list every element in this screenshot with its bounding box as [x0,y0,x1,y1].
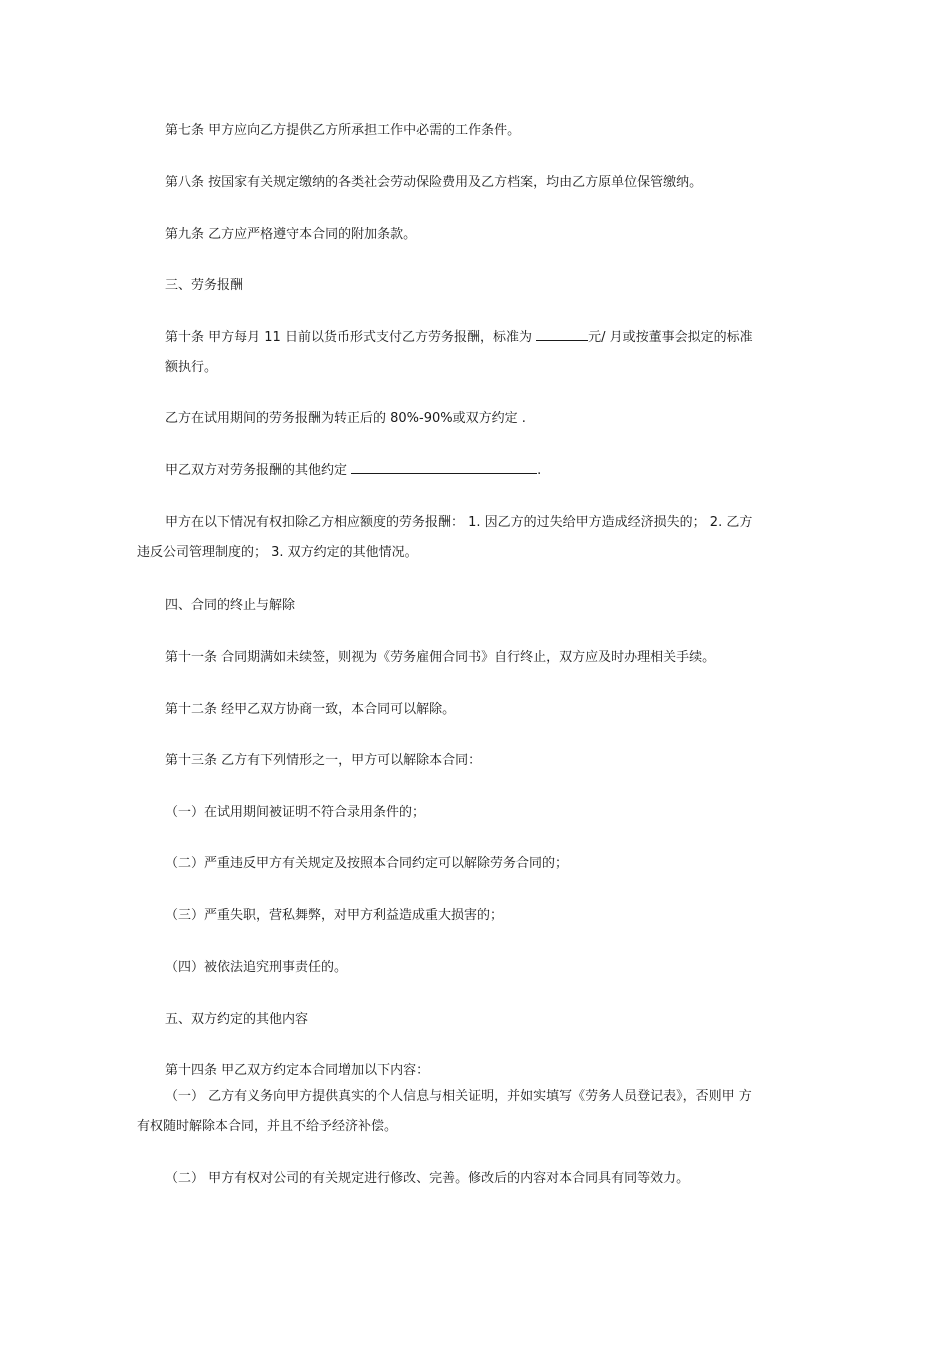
deduction-line-1: 甲方在以下情况有权扣除乙方相应额度的劳务报酬： 1. 因乙方的过失给甲方造成经济损失的； 2. 乙方 [165,515,753,530]
article-13-item-2: （二）严重违反甲方有关规定及按照本合同约定可以解除劳务合同的； [165,856,569,871]
article-14-item-2: （二） 甲方有权对公司的有关规定进行修改、完善。修改后的内容对本合同具有同等效力。 [165,1171,690,1186]
other-agreement [165,456,805,486]
other-agreement-end: . [537,463,542,478]
article-13-item-3: （三）严重失职，营私舞弊，对甲方利益造成重大损害的； [165,908,504,923]
article-13-item-4: （四）被依法追究刑事责任的。 [165,960,348,975]
section-4-heading: 四、合同的终止与解除 [165,598,296,613]
section-5-heading: 五、双方约定的其他内容 [165,1012,309,1027]
article-10-text-pre: 第十条 甲方每月 11 日前以货币形式支付乙方劳务报酬，标准为 [165,330,537,345]
other-agreement-text: 甲乙双方对劳务报酬的其他约定 [165,463,352,478]
article-14-item-1-line-2: 有权随时解除本合同，并且不给予经济补偿。 [137,1119,398,1134]
pay-standard-blank [536,326,588,341]
article-10-text-post: 元/ 月或按董事会拟定的标准 [588,330,753,345]
section-3-heading: 三、劳务报酬 [165,278,244,293]
article-11: 第十一条 合同期满如未续签，则视为《劳务雇佣合同书》自行终止，双方应及时办理相关手续。 [165,650,716,665]
article-13-item-1: （一）在试用期间被证明不符合录用条件的； [165,805,426,820]
article-10-line-2: 额执行。 [165,360,218,375]
article-14: 第十四条 甲乙双方约定本合同增加以下内容： [165,1063,430,1078]
probation-pay: 乙方在试用期间的劳务报酬为转正后的 80%-90%或双方约定 . [165,411,526,426]
article-9: 第九条 乙方应严格遵守本合同的附加条款。 [165,227,417,242]
deduction-clause [137,508,809,568]
deduction-line-2: 违反公司管理制度的； 3. 双方约定的其他情况。 [137,545,418,560]
article-14-item-1-line-1: （一） 乙方有义务向甲方提供真实的个人信息与相关证明，并如实填写《劳务人员登记表》，否则甲 方 [165,1089,752,1104]
article-13: 第十三条 乙方有下列情形之一，甲方可以解除本合同： [165,753,482,768]
article-14-item-1 [137,1082,809,1142]
article-7: 第七条 甲方应向乙方提供乙方所承担工作中必需的工作条件。 [165,123,521,138]
article-8: 第八条 按国家有关规定缴纳的各类社会劳动保险费用及乙方档案，均由乙方原单位保管缴纳。 [165,175,703,190]
article-12: 第十二条 经甲乙双方协商一致，本合同可以解除。 [165,702,456,717]
article-10 [165,323,805,353]
other-agreement-blank [351,459,537,474]
